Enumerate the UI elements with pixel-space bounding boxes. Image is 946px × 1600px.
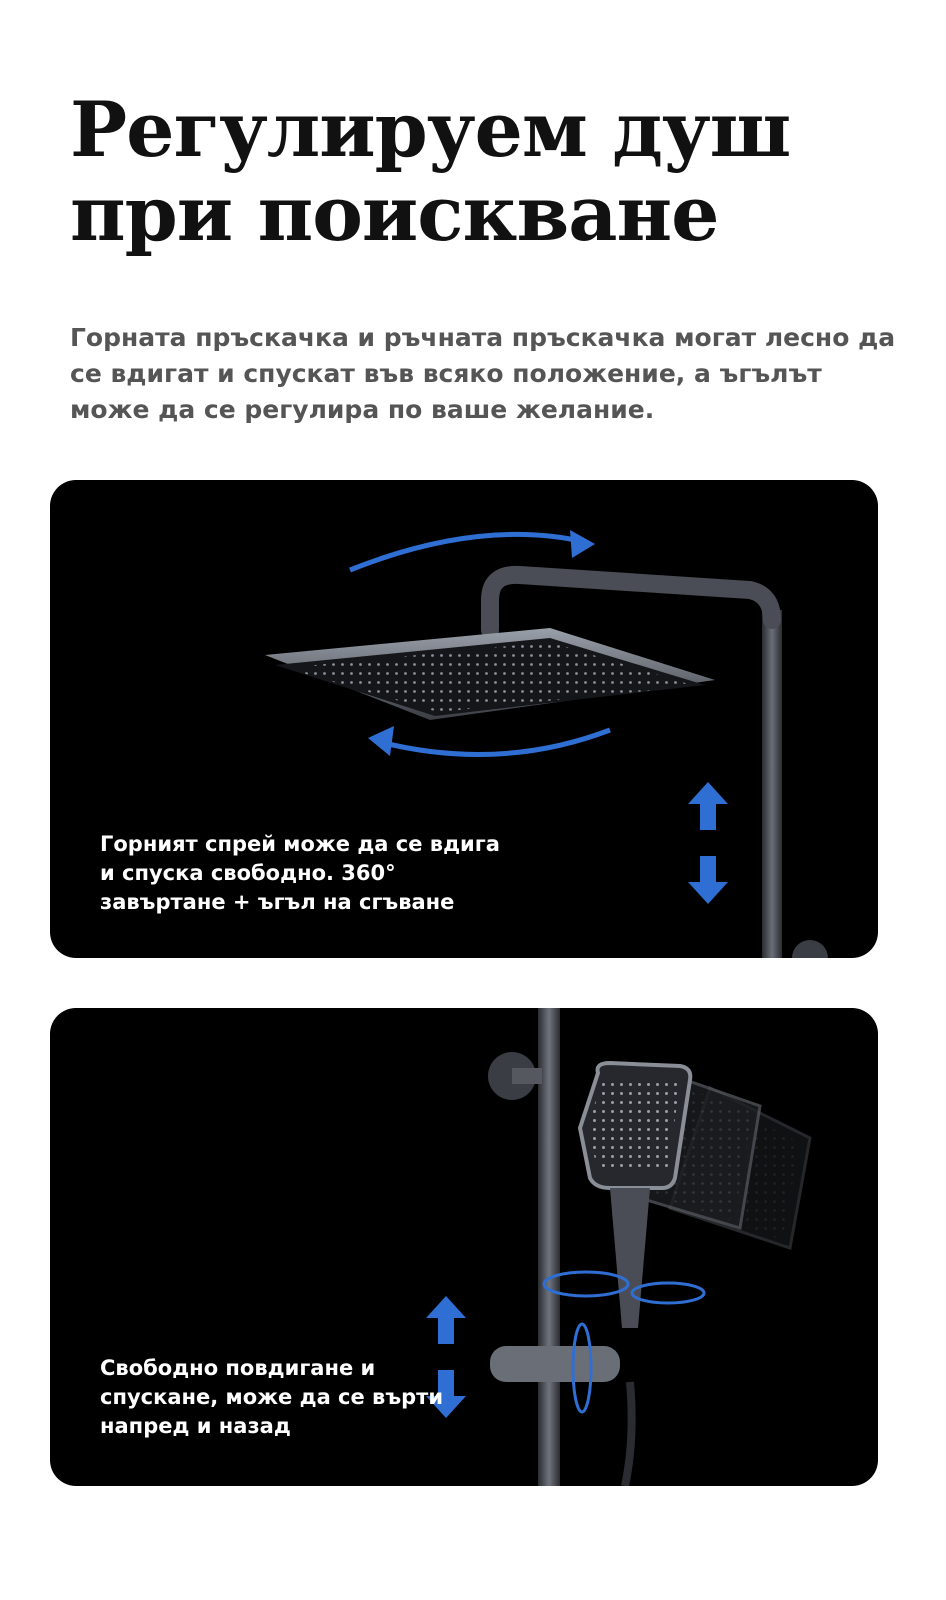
top-shower-caption	[100, 830, 520, 917]
page-title: Регулируем душ при поискване	[70, 85, 791, 258]
caption-line: спускане, може да се върти	[100, 1385, 444, 1409]
height-slider	[490, 1346, 620, 1382]
up-arrow-icon	[688, 782, 728, 830]
caption-line: Горният спрей може да се вдига	[100, 832, 500, 856]
top-shower-card	[50, 480, 878, 958]
hand-shower-card	[50, 1008, 878, 1486]
rotation-arrow-bottom	[380, 730, 610, 755]
caption-line: и спуска свободно. 360°	[100, 861, 396, 885]
hand-shower-handle	[610, 1188, 650, 1328]
rotate-arrow-right	[632, 1283, 704, 1303]
caption-line: завъртане + ъгъл на сгъване	[100, 890, 455, 914]
caption-line: Свободно повдигане и	[100, 1356, 376, 1380]
shower-arm	[490, 575, 772, 630]
page-subtitle: Горната пръскачка и ръчната пръскачка могат лесно да се вдигат и спускат във всяко положение, а ъгълът може да се регулира по ваше желание.	[70, 323, 896, 424]
up-arrow-icon	[426, 1296, 466, 1344]
caption-line: напред и назад	[100, 1414, 291, 1438]
hand-shower-caption	[100, 1354, 460, 1441]
rotation-arrow-top	[350, 534, 585, 570]
riser-pipe	[762, 610, 782, 958]
down-arrow-icon	[688, 856, 728, 904]
